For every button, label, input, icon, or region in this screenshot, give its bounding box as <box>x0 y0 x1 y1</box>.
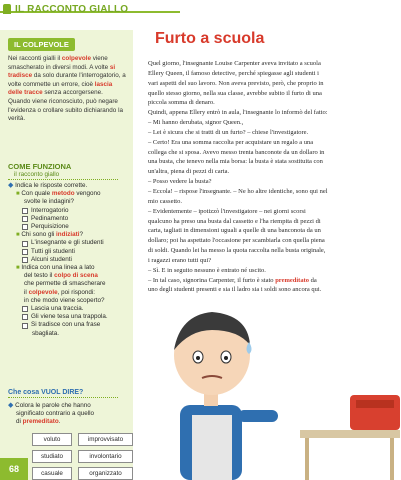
flag-icon <box>3 4 11 14</box>
colpevole-tag: IL COLPEVOLE <box>8 38 75 51</box>
questions-intro: ◆ Indica le risposte corrette. <box>8 182 88 189</box>
diamond-bullet-icon: ◆ <box>8 402 14 409</box>
come-funziona-subtitle: il racconto giallo <box>14 171 60 178</box>
colpevole-box <box>8 34 126 174</box>
colpevole-text: Nei racconti gialli il colpevole viene smascherato in diversi modi. A volte si tradisce da solo durante l'interrogatorio, a volte commette un errore, cioè lascia delle tracce senza accorgersene. Quando viene riconosciuto, può negare l'evidenza o crollare subito dichiarando la verità. <box>8 55 126 123</box>
word-cell[interactable]: improvvisato <box>78 433 133 446</box>
square-bullet-icon: ■ <box>16 265 20 272</box>
q3-option-2[interactable]: Gli viene tesa una trappola. <box>22 313 132 321</box>
questions-block: ◆ Indica le risposte corrette. ■ Con quale metodo vengono svolte le indagini? Interrogatorio Pedinamento Perquisizione ■ Chi sono gli indiziati? L'insegnante e gli studenti Tutti gli studenti Alcuni studenti ■ Indica con una linea a lato del testo il colpo di scena che permette di smascherare il colpevole, poi rispondi: in che modo viene scoperto? Lascia una traccia. Gli viene tesa una trappola. Si tradisce con una frase sbagliata. <box>8 182 132 338</box>
come-funziona-heading <box>8 162 128 180</box>
q2-option-1[interactable]: L'insegnante e gli studenti <box>22 239 132 247</box>
question-1: ■ Con quale metodo vengono <box>16 190 101 198</box>
story-text: Quel giorno, l'insegnante Louise Carpenter aveva invitato a scuola Ellery Queen, il famoso detective, perché spiegasse agli studenti i vari aspetti del suo lavoro. Non aveva previsto, però, che proprio in quello stesso giorno, nella sua classe, avrebbe subito il furto di una piccola somma di denaro. Quindi, appena Ellery entrò in aula, l'insegnante lo informò del fatto: – Mi hanno derubata, signor Queen., – Lei è sicura che si tratti di un furto? – chiese l'investigatore. – Certo! Era una somma raccolta per acquistare un regalo a una collega che si sposa. Avevo messo trenta banconote da un dollaro in una busta, che tenevo nella mia borsa: la busta è stata sostituita con un'altra, piena di pezzi di carta. – Posso vedere la busta? – Eccola! – rispose l'insegnante. – Ne ho altre identiche, sono qui nel mio cassetto. – Evidentemente – ipotizzò l'investigatore – nei giorni scorsi qualcuno ha preso una busta dal cassetto e l'ha riempita di pezzi di carta, tagliati in dimensioni uguali a quelle di una banconota da un dollaro; poi ha aspettato l'occasione per scambiarla con quella piena di soldi. Quando lei ha messo la quota raccolta nella busta originale, i ragazzi erano tutti qui? – Sì. E in seguito nessuno è entrato né uscito. – In tal caso, signorina Carpenter, il furto è stato premeditato da uno degli studenti presenti e sia il ladro sia i soldi sono ancora qui. <box>148 60 328 294</box>
q2-option-2[interactable]: Tutti gli studenti <box>22 248 132 256</box>
vuol-dire-title: Che cosa VUOL DIRE? <box>8 389 84 396</box>
word-cell[interactable]: studiato <box>32 450 72 463</box>
word-cell[interactable]: involontario <box>78 450 133 463</box>
word-cell[interactable]: voluto <box>32 433 72 446</box>
sidebar <box>0 30 133 480</box>
checkbox[interactable] <box>22 216 28 222</box>
story-title: Furto a scuola <box>155 30 265 47</box>
dotted-divider <box>8 397 118 398</box>
q1-option-1[interactable]: Interrogatorio <box>22 207 132 215</box>
checkbox[interactable] <box>22 314 28 320</box>
checkbox[interactable] <box>22 224 28 230</box>
square-bullet-icon: ■ <box>16 232 20 239</box>
q1-option-2[interactable]: Pedinamento <box>22 215 132 223</box>
checkbox[interactable] <box>22 241 28 247</box>
section-header <box>0 0 401 30</box>
word-pairs <box>32 433 128 480</box>
q3-option-1[interactable]: Lascia una traccia. <box>22 305 132 313</box>
q1-option-3[interactable]: Perquisizione <box>22 223 132 231</box>
vuol-dire-instructions: ◆ Colora le parole che hanno significato contrario a quello di premeditato. <box>8 402 95 426</box>
checkbox[interactable] <box>22 306 28 312</box>
boy-with-bag-illustration <box>150 300 400 480</box>
section-title: IL RACCONTO GIALLO <box>15 4 129 15</box>
page-number: 68 <box>0 458 28 480</box>
question-3: ■ Indica con una linea a lato <box>16 264 95 272</box>
checkbox[interactable] <box>22 208 28 214</box>
checkbox[interactable] <box>22 249 28 255</box>
checkbox[interactable] <box>22 257 28 263</box>
dotted-divider <box>8 179 118 180</box>
come-funziona-title: COME FUNZIONA <box>8 162 72 171</box>
question-2: ■ Chi sono gli indiziati? <box>16 231 83 239</box>
diamond-bullet-icon: ◆ <box>8 182 14 189</box>
checkbox[interactable] <box>22 323 28 329</box>
square-bullet-icon: ■ <box>16 191 20 198</box>
word-cell[interactable]: casuale <box>32 467 72 480</box>
q3-option-3[interactable]: Si tradisce con una frase <box>22 321 132 329</box>
q2-option-3[interactable]: Alcuni studenti <box>22 256 132 264</box>
boy-illustration <box>150 300 400 480</box>
word-cell[interactable]: organizzato <box>78 467 133 480</box>
